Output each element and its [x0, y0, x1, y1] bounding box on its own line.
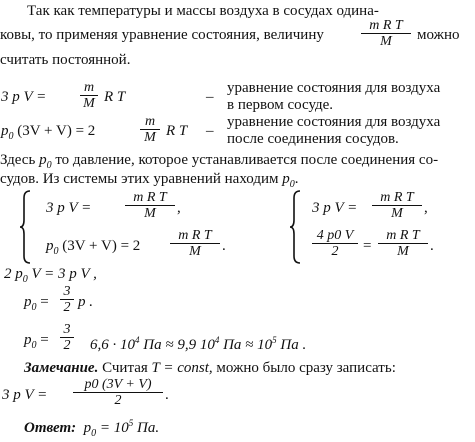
system-2-brace: [290, 190, 300, 264]
eq2-note-2: после соединения сосудов.: [227, 131, 399, 147]
eq2-note-1: уравнение состояния для воздуха: [227, 114, 441, 130]
step-2-right: p .: [78, 294, 93, 310]
intro-line-2: ковы, то применяя уравнение состояния, величину: [0, 27, 324, 43]
answer-line: Ответ: $p_0 = 10^5$ Па.: [24, 418, 160, 439]
sys2-row2-end: .: [430, 238, 434, 254]
step-3-left: $p_0$ =: [24, 332, 49, 351]
sys2-row1-end: ,: [424, 200, 428, 216]
eq1-note-1: уравнение состояния для воздуха: [227, 80, 441, 96]
remark-eq-left: 3 p V =: [2, 387, 48, 403]
sys2-row2-fraction-left: $\frac{4 p0 V}{2}$: [312, 228, 358, 259]
intro-line-3: считать постоянной.: [0, 52, 131, 68]
sys2-row2-equals: =: [363, 238, 372, 254]
eq1-note-2: в первом сосуде.: [227, 97, 334, 113]
step-2-fraction: $\frac{3}{2}$: [60, 284, 74, 315]
eq2-left: $p_0$ (3V + V) = 2: [1, 123, 96, 142]
sys2-row2-fraction-right: $\frac{\text{m R T}}{M}$: [378, 228, 428, 259]
sys1-row1-end: ,: [177, 200, 181, 216]
sys1-row1-fraction: $\frac{\text{m R T}}{M}$: [125, 190, 175, 221]
sys1-row2-fraction: $\frac{\text{m R T}}{M}$: [170, 228, 220, 259]
explain-line-1: Здесь $p_0$ то давление, которое устанавливается после соединения со-: [0, 152, 439, 171]
eq1-left: 3 p V =: [1, 89, 47, 105]
step-1: 2 $p_0$ V = 3 p V ,: [4, 266, 97, 285]
step-3-expression: $6,6 \cdot 10^4$ Па ≈ 9,9 $10^4$ Па ≈ $10^5$ Па .: [90, 335, 307, 353]
eq2-fraction: $\frac{m}{M}$: [140, 114, 160, 145]
intro-line-2-end: можно: [417, 27, 460, 43]
sys1-row2-end: .: [222, 238, 226, 254]
sys1-row1-left: 3 p V =: [46, 200, 92, 216]
eq2-dash: –: [206, 123, 214, 139]
remark-eq-fraction: $\frac{p0 (3V + V)}{2}$: [73, 377, 163, 408]
sys2-row1-left: 3 p V =: [312, 200, 358, 216]
sys2-row1-fraction: $\frac{\text{m R T}}{M}$: [372, 190, 422, 221]
step-3-fraction: $\frac{3}{2}$: [60, 322, 74, 353]
intro-line-1: Так как температуры и массы воздуха в сосудах одина-: [27, 3, 379, 19]
system-1-brace: [20, 190, 30, 264]
explain-line-2: судов. Из системы этих уравнений находим $p_0$.: [0, 171, 299, 190]
remark-line: Замечание. Считая T = const, можно было сразу записать:: [24, 360, 396, 376]
eq2-right: R T: [166, 123, 188, 139]
eq1-fraction: $\frac{m}{M}$: [80, 80, 98, 111]
eq1-dash: –: [206, 89, 214, 105]
intro-fraction: $\frac{\text{m R T}}{M}$: [361, 18, 411, 49]
step-2-left: $p_0$ =: [24, 294, 49, 313]
sys1-row2-left: $p_0$ (3V + V) = 2: [46, 238, 141, 257]
remark-eq-end: .: [165, 387, 169, 403]
eq1-right: R T: [104, 89, 126, 105]
